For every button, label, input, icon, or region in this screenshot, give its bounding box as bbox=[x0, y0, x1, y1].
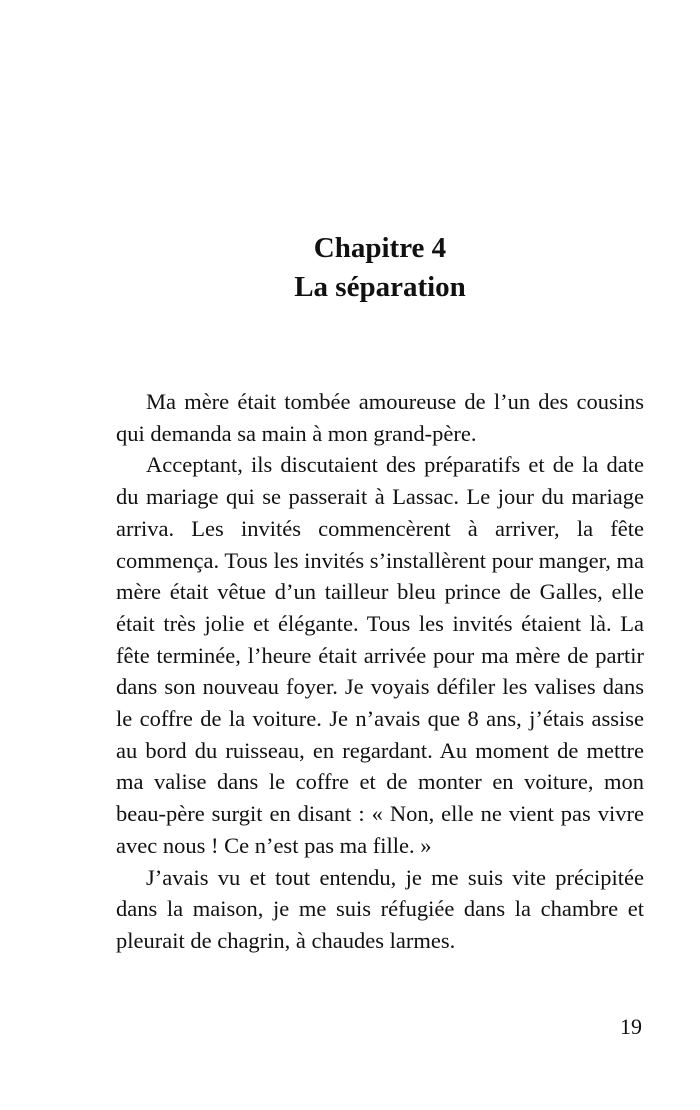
paragraph: Acceptant, ils discutaient des préparatifs et de la date du mariage qui se passerait à Lassac. Le jour du mariage arriva. Les invités commencèrent à arriver, la fête commença. Tous les invités s’installèrent pour manger, ma mère était vêtue d’un tailleur bleu prince de Galles, elle était très jolie et élégante. Tous les invités étaient là. La fête terminée, l’heure était arrivée pour ma mère de partir dans son nouveau foyer. Je voyais défiler les valises dans le coffre de la voiture. Je n’avais que 8 ans, j’étais assise au bord du ruisseau, en regardant. Au moment de mettre ma valise dans le coffre et de monter en voiture, mon beau-père surgit en disant : « Non, elle ne vient pas vivre avec nous ! Ce n’est pas ma fille. » bbox=[116, 452, 644, 858]
chapter-body bbox=[116, 386, 644, 957]
paragraph: J’avais vu et tout entendu, je me suis vite précipitée dans la maison, je me suis réfugiée dans la chambre et pleurait de chagrin, à chaudes larmes. bbox=[116, 864, 644, 953]
paragraph: Ma mère était tombée amoureuse de l’un des cousins qui demanda sa main à mon grand-père. bbox=[116, 389, 644, 446]
page-number: 19 bbox=[620, 1014, 642, 1039]
chapter-number: Chapitre 4 bbox=[313, 232, 447, 264]
chapter-heading bbox=[0, 229, 700, 307]
chapter-title: La séparation bbox=[294, 271, 466, 303]
